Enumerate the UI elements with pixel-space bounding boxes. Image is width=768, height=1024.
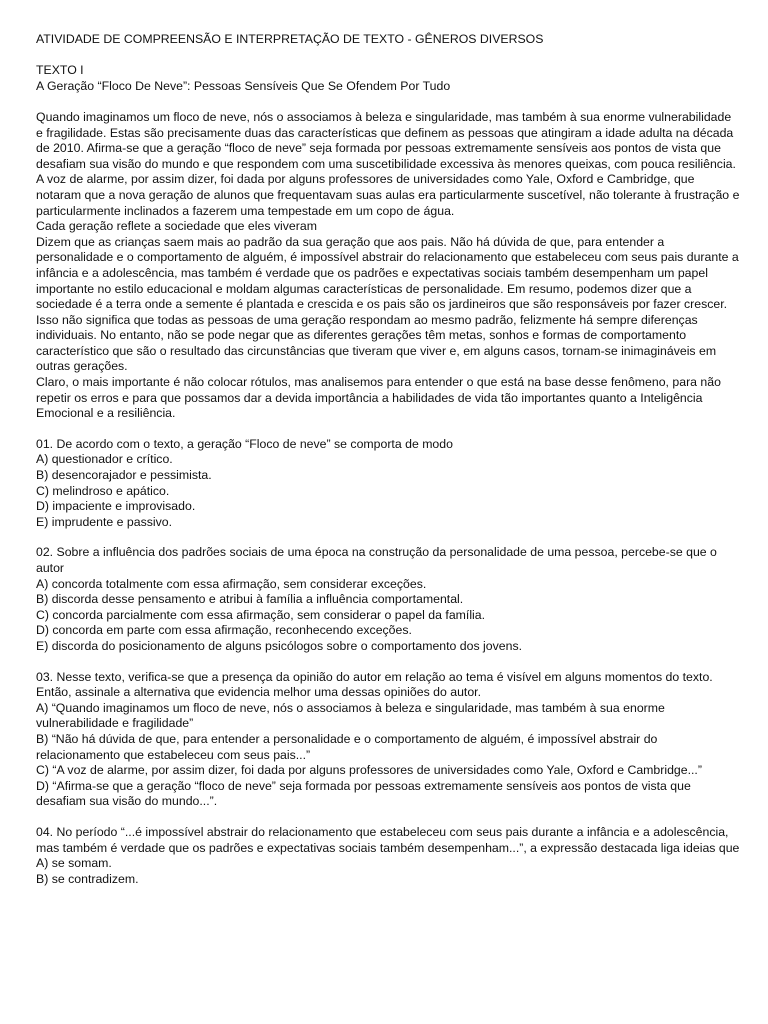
answer-option: A) “Quando imaginamos um floco de neve, nós o associamos à beleza e singularidade, mas também à sua enorme vulnerabilidade e fragilidade” xyxy=(36,700,665,731)
answer-option: B) discorda desse pensamento e atribui à família a influência comportamental. xyxy=(36,592,464,607)
answer-option: D) “Afirma-se que a geração “floco de neve” seja formada por pessoas extremamente sensíveis aos pontos de vista que desafiam sua visão do mundo...”. xyxy=(36,778,691,809)
answer-option: C) concorda parcialmente com essa afirmação, sem considerar o papel da família. xyxy=(36,607,486,622)
spacer xyxy=(36,48,740,64)
question-02 xyxy=(36,545,740,654)
paragraph: Claro, o mais importante é não colocar rótulos, mas analisemos para entender o que está na base desse fenômeno, para não repetir os erros e para que possamos dar a devida importância a habilidades de vida tão importantes quanto a Inteligência Emocional e a resiliência. xyxy=(36,375,721,421)
paragraph: A voz de alarme, por assim dizer, foi dada por alguns professores de universidades como Yale, Oxford e Cambridge, que notaram que a nova geração de alunos que frequentavam suas aulas era particularmente suscetível, não tolerante à frustração e particularmente inclinados a fazerem uma tempestade em um copo de água. xyxy=(36,172,740,218)
question-01 xyxy=(36,437,740,531)
answer-option: E) discorda do posicionamento de alguns psicólogos sobre o comportamento dos jovens. xyxy=(36,638,523,653)
answer-option: B) se contradizem. xyxy=(36,871,139,886)
answer-option: D) concorda em parte com essa afirmação, reconhecendo exceções. xyxy=(36,623,412,638)
answer-option: A) questionador e crítico. xyxy=(36,452,173,467)
question-04 xyxy=(36,825,740,887)
text-title: A Geração “Floco De Neve”: Pessoas Sensíveis Que Se Ofendem Por Tudo xyxy=(36,78,451,93)
text-label: TEXTO I xyxy=(36,63,84,78)
answer-option: E) imprudente e passivo. xyxy=(36,514,173,529)
spacer xyxy=(36,94,740,110)
answer-option: C) “A voz de alarme, por assim dizer, foi dada por alguns professores de universidades como Yale, Oxford e Cambridge...” xyxy=(36,763,702,778)
paragraph: Dizem que as crianças saem mais ao padrão da sua geração que aos pais. Não há dúvida de que, para entender a personalidade e o comportamento de alguém, é impossível abstrair do relacionamento que estabeleceu com seus pais durante a infância e a adolescência, mas também é verdade que os padrões e expectativas sociais também desempenham um papel importante no estilo educacional e moldam algumas características de personalidade. Em resumo, podemos dizer que a sociedade é a terra onde a semente é plantada e crescida e os pais são os jardineiros que são responsáveis por fazer crescer. xyxy=(36,234,739,312)
document-header: ATIVIDADE DE COMPREENSÃO E INTERPRETAÇÃO DE TEXTO - GÊNEROS DIVERSOS xyxy=(36,32,544,46)
answer-option: C) melindroso e apático. xyxy=(36,483,170,498)
question-stem: 02. Sobre a influência dos padrões sociais de uma época na construção da personalidade de uma pessoa, percebe-se que o autor xyxy=(36,545,717,575)
answer-option: D) impaciente e improvisado. xyxy=(36,499,196,514)
answer-option: B) desencorajador e pessimista. xyxy=(36,468,212,483)
paragraph: Quando imaginamos um floco de neve, nós o associamos à beleza e singularidade, mas também à sua enorme vulnerabilidade e fragilidade. Estas são precisamente duas das características que definem as pessoas que atingiram a idade adulta na década de 2010. Afirma-se que a geração “floco de neve” seja formada por pessoas extremamente sensíveis aos pontos de vista que desafiam sua visão do mundo e que respondem com uma suscetibilidade excessiva às menores queixas, com pouca resiliência. xyxy=(36,109,736,171)
question-stem: 01. De acordo com o texto, a geração “Floco de neve” se comporta de modo xyxy=(36,436,453,451)
question-stem: 03. Nesse texto, verifica-se que a presença da opinião do autor em relação ao tema é visível em alguns momentos do texto. Então, assinale a alternativa que evidencia melhor uma dessas opiniões do autor. xyxy=(36,669,713,700)
question-03 xyxy=(36,670,740,810)
section-subheading: Cada geração reflete a sociedade que eles viveram xyxy=(36,219,317,234)
answer-option: B) “Não há dúvida de que, para entender a personalidade e o comportamento de alguém, é impossível abstrair do relacionamento que estabeleceu com seus pais...” xyxy=(36,731,658,762)
article-body xyxy=(36,110,740,422)
answer-option: A) se somam. xyxy=(36,856,112,871)
answer-option: A) concorda totalmente com essa afirmação, sem considerar exceções. xyxy=(36,576,427,591)
paragraph: Isso não significa que todas as pessoas de uma geração respondam ao mesmo padrão, felizmente há sempre diferenças individuais. No entanto, não se pode negar que as diferentes gerações têm metas, sonhos e formas de comportamento característico que são o resultado das circunstâncias que tiveram que viver e, em alguns casos, tornam-se inimagináveis em outras gerações. xyxy=(36,312,717,374)
question-stem: 04. No período “...é impossível abstrair do relacionamento que estabeleceu com seus pais durante a infância e a adolescência, mas também é verdade que os padrões e expectativas sociais também desempenham...”, a expressão destacada liga ideias que xyxy=(36,824,740,855)
